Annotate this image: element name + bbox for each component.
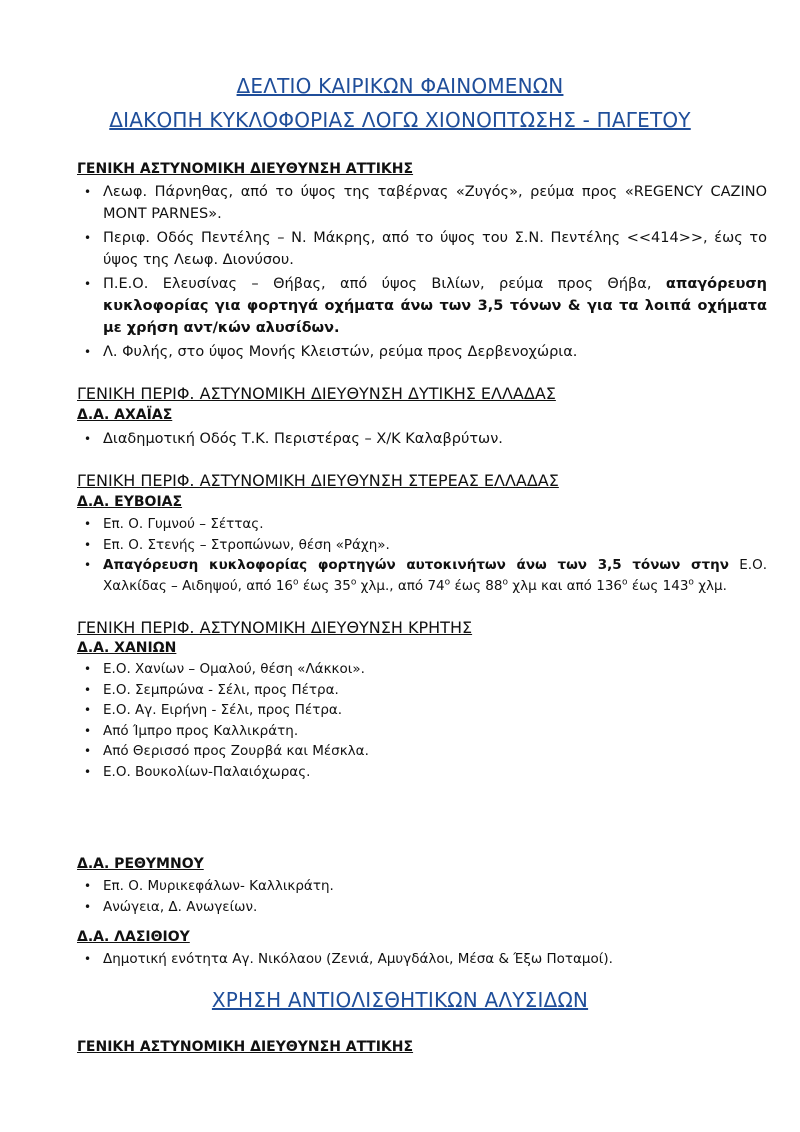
- section-heading-chains-attiki: ΓΕΝΙΚΗ ΑΣΤΥΝΟΜΙΚΗ ΔΙΕΥΘΥΝΣΗ ΑΤΤΙΚΗΣ: [77, 1039, 414, 1055]
- bullet-icon: •: [84, 682, 92, 697]
- bulletin-title: ΔΕΛΤΙΟ ΚΑΙΡΙΚΩΝ ΦΑΙΝΟΜΕΝΩΝ: [236, 74, 564, 98]
- bullet-icon: •: [84, 723, 92, 738]
- list-item: • Από Ίμπρο προς Καλλικράτη.: [77, 721, 767, 742]
- bullet-icon: •: [84, 952, 92, 966]
- list-item: • Επ. Ο. Γυμνού – Σέττας.: [77, 514, 767, 535]
- list-item: • Ε.Ο. Χανίων – Ομαλού, θέση «Λάκκοι».: [77, 659, 767, 680]
- bullet-icon: •: [84, 879, 92, 893]
- bullet-icon: •: [84, 764, 92, 779]
- list-item: • Λ. Φυλής, στο ύψος Μονής Κλειστών, ρεύμα προς Δερβενοχώρια.: [77, 341, 767, 363]
- list-item: • Επ. Ο. Μυρικεφάλων- Καλλικράτη.: [77, 876, 767, 897]
- section-heading-attiki: ΓΕΝΙΚΗ ΑΣΤΥΝΟΜΙΚΗ ΔΙΕΥΘΥΝΣΗ ΑΤΤΙΚΗΣ: [77, 161, 414, 177]
- closure-title: ΔΙΑΚΟΠΗ ΚΥΚΛΟΦΟΡΙΑΣ ΛΟΓΩ ΧΙΟΝΟΠΤΩΣΗΣ - ΠΑΓΕΤΟΥ: [109, 108, 691, 132]
- bullet-icon: •: [84, 558, 92, 572]
- subsection-rethymno: Δ.Α. ΡΕΘΥΜΝΟΥ: [77, 856, 204, 872]
- section-kriti: [77, 618, 767, 782]
- section-heading-sterea: ΓΕΝΙΚΗ ΠΕΡΙΦ. ΑΣΤΥΝΟΜΙΚΗ ΔΙΕΥΘΥΝΣΗ ΣΤΕΡΕΑΣ ΕΛΛΑΔΑΣ: [77, 471, 559, 490]
- bullet-icon: •: [84, 517, 92, 531]
- section-chains-attiki: [77, 1038, 767, 1056]
- list-item: • Π.Ε.Ο. Ελευσίνας – Θήβας, από ύψος Βιλίων, ρεύμα προς Θήβα, απαγόρευση κυκλοφορίας για φορτηγά οχήματα άνω των 3,5 τόνων & για τα λοιπά οχήματα με χρήση αντ/κών αλυσίδων.: [77, 273, 767, 339]
- bullet-icon: •: [84, 277, 92, 291]
- list-item: • Ε.Ο. Βουκολίων-Παλαιόχωρας.: [77, 762, 767, 783]
- list-item: • Διαδημοτική Οδός Τ.Κ. Περιστέρας – Χ/Κ Καλαβρύτων.: [77, 428, 767, 450]
- bullet-icon: •: [84, 231, 92, 245]
- list-item: • Ε.Ο. Σεμπρώνα - Σέλι, προς Πέτρα.: [77, 680, 767, 701]
- attiki-list: [77, 181, 767, 363]
- bullet-icon: •: [84, 899, 92, 914]
- bullet-icon: •: [84, 432, 92, 446]
- subsection-achaia: Δ.Α. ΑΧΑΪΑΣ: [77, 407, 173, 423]
- section-rethymno: [77, 855, 767, 917]
- list-item: • Ανώγεια, Δ. Ανωγείων.: [77, 897, 767, 918]
- list-item: • Ε.Ο. Αγ. Ειρήνη - Σέλι, προς Πέτρα.: [77, 700, 767, 721]
- section-dytiki-ellada: [77, 384, 767, 450]
- section-sterea-ellada: [77, 471, 767, 596]
- subsection-lasithi: Δ.Α. ΛΑΣΙΘΙΟΥ: [77, 929, 190, 945]
- list-item: • Από Θερισσό προς Ζουρβά και Μέσκλα.: [77, 741, 767, 762]
- bullet-icon: •: [84, 345, 92, 359]
- bullet-icon: •: [84, 537, 92, 552]
- list-item: • Λεωφ. Πάρνηθας, από το ύψος της ταβέρνας «Ζυγός», ρεύμα προς «REGENCY CAZINO MONT PARNES».: [77, 181, 767, 225]
- bullet-icon: •: [84, 703, 92, 717]
- section-heading-dytiki: ΓΕΝΙΚΗ ΠΕΡΙΦ. ΑΣΤΥΝΟΜΙΚΗ ΔΙΕΥΘΥΝΣΗ ΔΥΤΙΚΗΣ ΕΛΛΑΔΑΣ: [77, 384, 556, 403]
- subsection-evia: Δ.Α. ΕΥΒΟΙΑΣ: [77, 494, 183, 510]
- list-item: • Δημοτική ενότητα Αγ. Νικόλαου (Ζενιά, Αμυγδάλοι, Μέσα & Έξω Ποταμοί).: [77, 949, 767, 970]
- section-lasithi: [77, 928, 767, 970]
- list-item: • Επ. Ο. Στενής – Στροπώνων, θέση «Ράχη».: [77, 535, 767, 556]
- list-item: • Περιφ. Οδός Πεντέλης – Ν. Μάκρης, από το ύψος του Σ.Ν. Πεντέλης <<414>>, έως το ύψος της Λεωφ. Διονύσου.: [77, 227, 767, 271]
- bullet-icon: •: [84, 744, 92, 758]
- bullet-icon: •: [84, 185, 92, 199]
- chains-title: ΧΡΗΣΗ ΑΝΤΙΟΛΙΣΘΗΤΙΚΩΝ ΑΛΥΣΙΔΩΝ: [211, 988, 589, 1012]
- section-heading-kriti: ΓΕΝΙΚΗ ΠΕΡΙΦ. ΑΣΤΥΝΟΜΙΚΗ ΔΙΕΥΘΥΝΣΗ ΚΡΗΤΗΣ: [77, 618, 473, 637]
- list-item: • Απαγόρευση κυκλοφορίας φορτηγών αυτοκινήτων άνω των 3,5 τόνων στην Ε.Ο. Χαλκίδας – Αιδηψού, από $16^o$ έως $35^o$ χλμ., από $74^o$ έως $88^o$ χλμ και από $136^o$ έως $143^o$ χλμ.: [84, 557, 767, 594]
- section-attiki: [77, 160, 767, 363]
- subsection-chania: Δ.Α. ΧΑΝΙΩΝ: [77, 640, 177, 656]
- bullet-icon: •: [84, 662, 92, 676]
